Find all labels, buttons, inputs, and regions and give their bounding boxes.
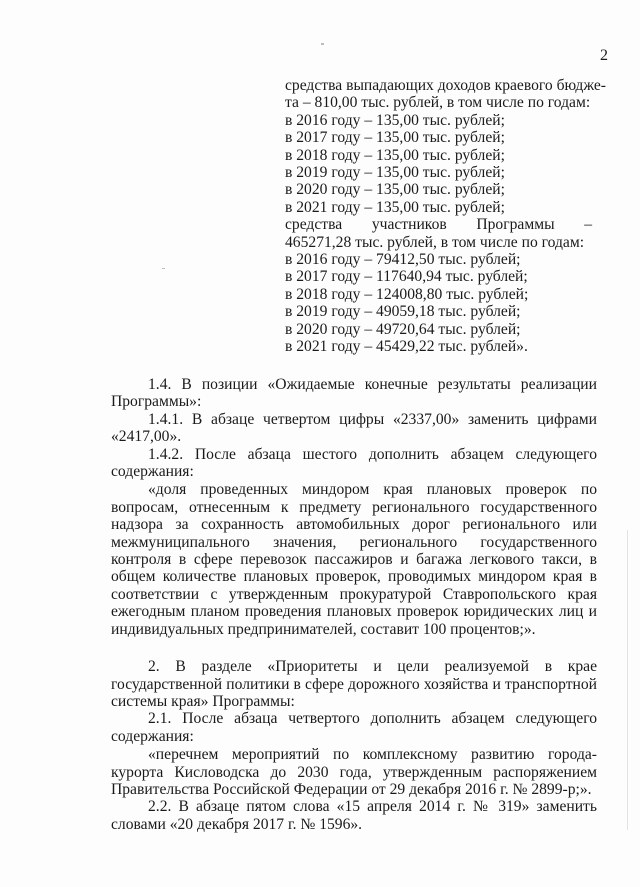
financing-line: в 2020 году – 135,00 тыс. рублей; [285, 181, 505, 199]
financing-line: средства участников Программы – [285, 216, 592, 234]
page-number: 2 [600, 47, 608, 64]
financing-line: в 2016 году – 79412,50 тыс. рублей; [285, 251, 521, 269]
financing-line: в 2021 году – 45429,22 тыс. рублей». [285, 338, 528, 356]
quoted-paragraph-inspections: «доля проведенных миндором края плановых проверок по вопросам, отнесенным к предмету регионального государственного надзора за сохранность автомобильных дорог регионального или межмуниципального значения, регионального государственного контроля в сфере перевозок пассажиров и багажа легкового такси, в общем количестве плановых проверок, проводимых миндором края в соответствии с утвержденным прокуратурой Ставропольского края ежегодным планом проведения плановых проверок юридических лиц и индивидуальных предпринимателей, составит 100 процентов;». [111, 481, 597, 638]
scan-mark [162, 268, 165, 269]
paragraph-1-4-2: 1.4.2. После абзаца шестого дополнить абзацем следующего содержания: [111, 445, 597, 481]
scan-mark [627, 530, 628, 830]
financing-line: в 2020 году – 49720,64 тыс. рублей; [285, 320, 521, 338]
financing-line: в 2018 году – 135,00 тыс. рублей; [285, 146, 505, 164]
financing-line: в 2017 году – 135,00 тыс. рублей; [285, 129, 505, 147]
paragraph-1-4-1: 1.4.1. В абзаце четвертом цифры «2337,00» заменить цифрами «2417,00». [111, 410, 597, 446]
financing-line: в 2018 году – 124008,80 тыс. рублей; [285, 285, 529, 303]
paragraph-2-1: 2.1. После абзаца четвертого дополнить абзацем следующего содержания: [111, 710, 597, 745]
paragraph-2: 2. В разделе «Приоритеты и цели реализуемой в крае государственной политики в сфере дорожного хозяйства и транспортной системы края» Программы: [111, 658, 597, 710]
financing-line: в 2017 году – 117640,94 тыс. рублей; [285, 268, 528, 286]
financing-line: в 2021 году – 135,00 тыс. рублей; [285, 198, 505, 216]
financing-block [285, 77, 607, 356]
financing-line: в 2019 году – 49059,18 тыс. рублей; [285, 303, 521, 321]
paragraph-2-2: 2.2. В абзаце пятом слова «15 апреля 2014 г. № 319» заменить словами «20 декабря 2017 г. № 1596». [111, 798, 597, 833]
financing-line: средства выпадающих доходов краевого бюдже- [285, 77, 607, 94]
document-body [111, 376, 597, 833]
financing-line: в 2019 году – 135,00 тыс. рублей; [285, 164, 505, 182]
quoted-paragraph-kislovodsk: «перечнем мероприятий по комплексному развитию города-курорта Кисловодска до 2030 года, утвержденным распоряжением Правительства Российской Федерации от 29 декабря 2016 г. № 2899-р;». [111, 746, 597, 798]
financing-line: в 2016 году – 135,00 тыс. рублей; [285, 111, 505, 129]
financing-line: 465271,28 тыс. рублей, в том числе по годам: [285, 233, 585, 251]
financing-line: та – 810,00 тыс. рублей, в том числе по годам: [285, 94, 591, 112]
scan-mark [321, 43, 324, 45]
paragraph-1-4: 1.4. В позиции «Ожидаемые конечные результаты реализации Программы»: [111, 376, 597, 411]
